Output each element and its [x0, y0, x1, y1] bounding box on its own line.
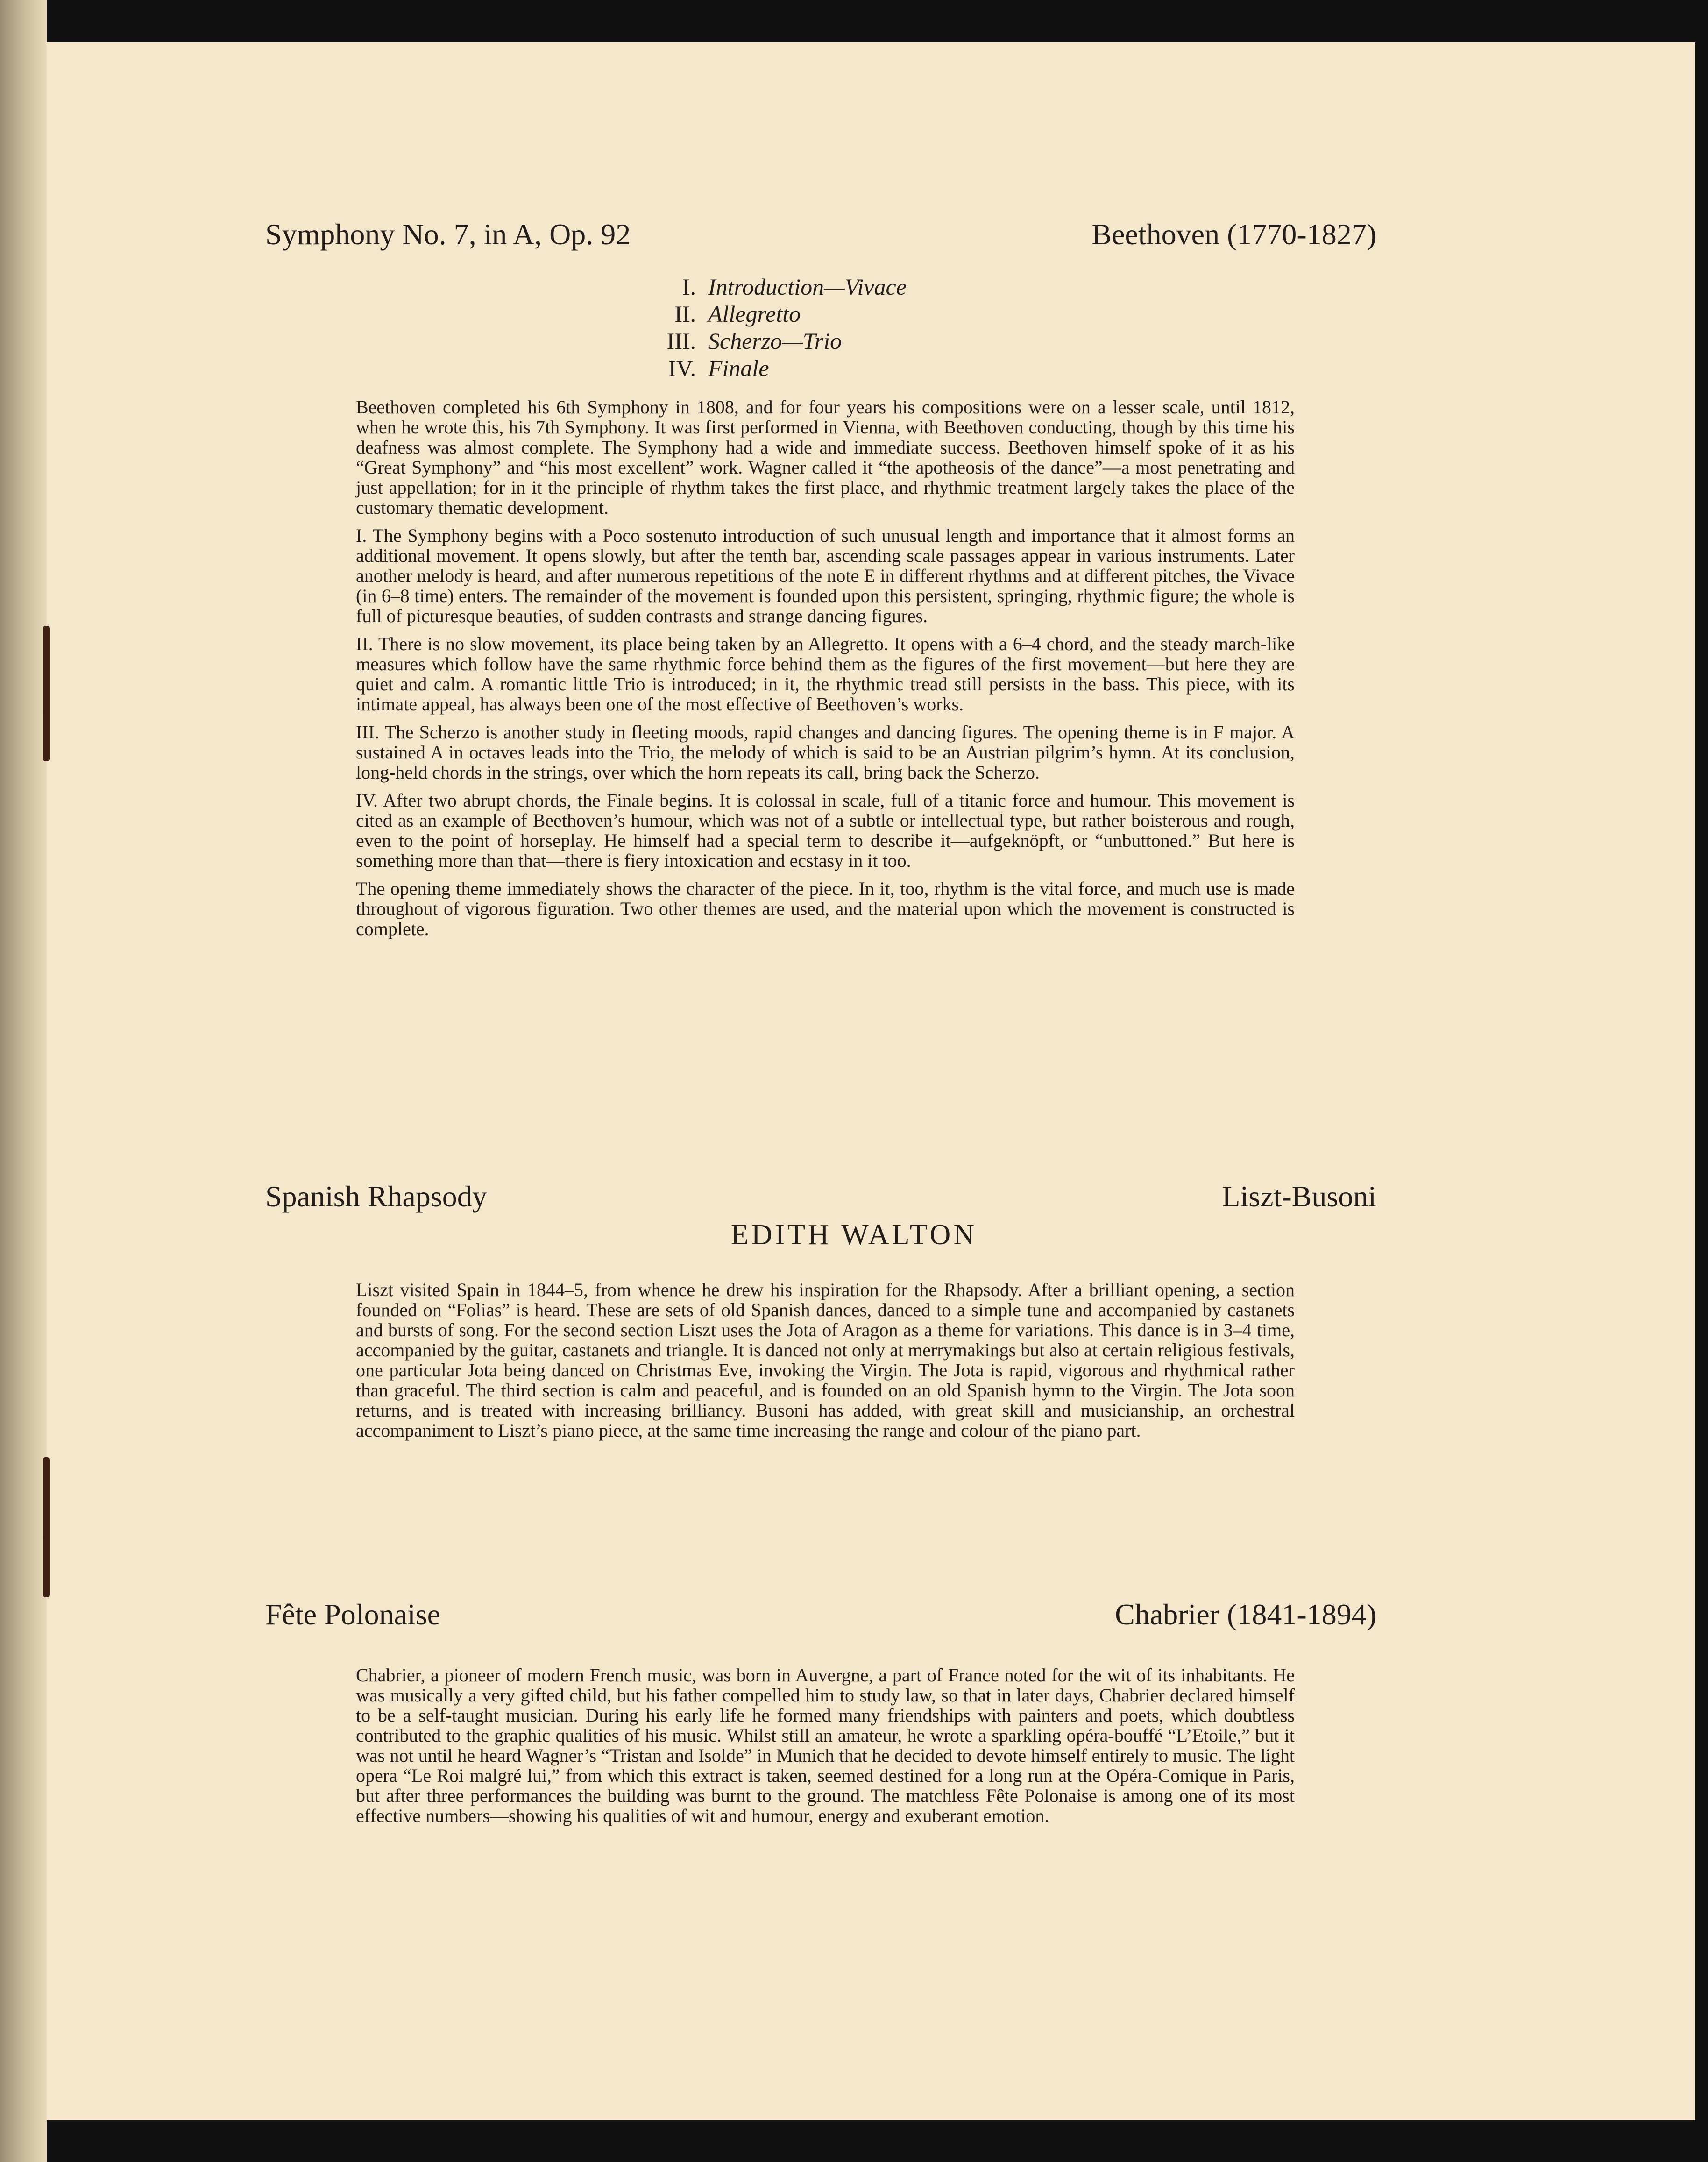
- movement-name: Scherzo—Trio: [708, 328, 842, 354]
- polonaise-composer: Chabrier (1841-1894): [1115, 1598, 1376, 1631]
- notes-paragraph: Liszt visited Spain in 1844–5, from whence he drew his inspiration for the Rhapsody. After a brilliant opening, a section founded on “Folias” is heard. These are sets of old Spanish dances, danced to a simple tune and accompanied by castanets and bursts of song. For the second section Liszt uses the Jota of Aragon as a theme for variations. This dance is in 3–4 time, accompanied by the guitar, castanets and triangle. It is danced not only at merrymakings but also at certain religious festivals, one particular Jota being danced on Christmas Eve, invoking the Virgin. The Jota is rapid, vigorous and rhythmical rather than graceful. The third section is calm and peaceful, and is founded on an old Spanish hymn to the Virgin. The Jota soon returns, and is treated with increasing brilliancy. Busoni has added, with great skill and musicianship, an orchestral accompaniment to Liszt’s piano piece, at the same time increasing the range and colour of the piano part.: [356, 1279, 1295, 1441]
- movement-item: [645, 354, 1205, 382]
- notes-paragraph: III. The Scherzo is another study in fleeting moods, rapid changes and dancing figures. The opening theme is in F major. A sustained A in octaves leads into the Trio, the melody of which is said to be an Austrian pilgrim’s hymn. At its conclusion, long-held chords in the strings, over which the horn repeats its call, bring back the Scherzo.: [356, 722, 1295, 783]
- movement-name: Introduction—Vivace: [708, 274, 907, 300]
- symphony-title: Symphony No. 7, in A, Op. 92: [265, 218, 631, 251]
- movement-number: II.: [674, 301, 696, 327]
- binding-stitch: [43, 1537, 50, 1597]
- binding-spine: [0, 0, 47, 2162]
- notes-paragraph: Beethoven completed his 6th Symphony in 1808, and for four years his compositions were on a lesser scale, until 1812, when he wrote this, his 7th Symphony. It was first performed in Vienna, with Beethoven conducting, though by this time his deafness was almost complete. The Symphony had a wide and immediate success. Beethoven himself spoke of it as his “Great Symphony” and “his most excellent” work. Wagner called it “the apotheosis of the dance”—a most penetrating and just appellation; for in it the principle of rhythm takes the first place, and rhythmic treatment largely takes the place of the customary thematic development.: [356, 397, 1295, 518]
- notes-paragraph: The opening theme immediately shows the character of the piece. In it, too, rhythm is the vital force, and much use is made throughout of vigorous figuration. Two other themes are used, and the material upon which the movement is constructed is complete.: [356, 878, 1295, 939]
- polonaise-title: Fête Polonaise: [265, 1598, 441, 1631]
- rhapsody-notes: [356, 1280, 1295, 1448]
- rhapsody-composer: Liszt-Busoni: [1222, 1180, 1376, 1213]
- notes-paragraph: II. There is no slow movement, its place being taken by an Allegretto. It opens with a 6–4 chord, and the steady march-like measures which follow have the same rhythmic force behind them as the figures of the first movement—but here they are quiet and calm. A romantic little Trio is introduced; in it, the rhythmic tread still persists in the bass. This piece, with its intimate appeal, has always been one of the most effective of Beethoven’s works.: [356, 633, 1295, 715]
- rhapsody-title: Spanish Rhapsody: [265, 1180, 487, 1213]
- movement-name: Finale: [708, 355, 769, 381]
- movement-list: [645, 273, 1205, 382]
- polonaise-notes: [356, 1665, 1295, 1834]
- movement-item: [645, 327, 1205, 354]
- movement-item: [645, 300, 1205, 327]
- movement-name: Allegretto: [708, 301, 801, 327]
- movement-number: III.: [666, 328, 696, 354]
- symphony-composer: Beethoven (1770-1827): [1091, 218, 1376, 251]
- performer-name: EDITH WALTON: [730, 1219, 978, 1251]
- symphony-notes: [356, 397, 1295, 947]
- movement-number: I.: [682, 274, 696, 300]
- notes-paragraph: IV. After two abrupt chords, the Finale begins. It is colossal in scale, full of a titanic force and humour. This movement is cited as an example of Beethoven’s humour, which was not of a subtle or intellectual type, but rather boisterous and rough, even to the point of horseplay. He himself had a special term to describe it—aufgeknöpft, or “unbuttoned.” But here is something more than that—there is fiery intoxication and ecstasy in it too.: [356, 790, 1295, 871]
- binding-stitch: [43, 626, 50, 719]
- movement-number: IV.: [668, 355, 696, 381]
- movement-item: [645, 273, 1205, 300]
- binding-stitch: [43, 710, 50, 761]
- notes-paragraph: Chabrier, a pioneer of modern French music, was born in Auvergne, a part of France noted for the wit of its inhabitants. He was musically a very gifted child, but his father compelled him to study law, so that in later days, Chabrier declared himself to be a self-taught musician. During his early life he formed many friendships with painters and poets, which doubtless contributed to the graphic qualities of his music. Whilst still an amateur, he wrote a sparkling opéra-bouffé “L’Etoile,” but it was not until he heard Wagner’s “Tristan and Isolde” in Munich that he decided to devote himself entirely to music. The light opera “Le Roi malgré lui,” from which this extract is taken, seemed destined for a long run at the Opéra-Comique in Paris, but after three performances the building was burnt to the ground. The matchless Fête Polonaise is among one of its most effective numbers—showing his qualities of wit and humour, energy and exuberant emotion.: [356, 1665, 1295, 1826]
- notes-paragraph: I. The Symphony begins with a Poco sostenuto introduction of such unusual length and importance that it almost forms an additional movement. It opens slowly, but after the tenth bar, ascending scale passages appear in various instruments. Later another melody is heard, and after numerous repetitions of the note E in different rhythms and at different pitches, the Vivace (in 6–8 time) enters. The remainder of the movement is founded upon this persistent, springing, rhythmic figure; the whole is full of picturesque beauties, of sudden contrasts and strange dancing figures.: [356, 525, 1295, 626]
